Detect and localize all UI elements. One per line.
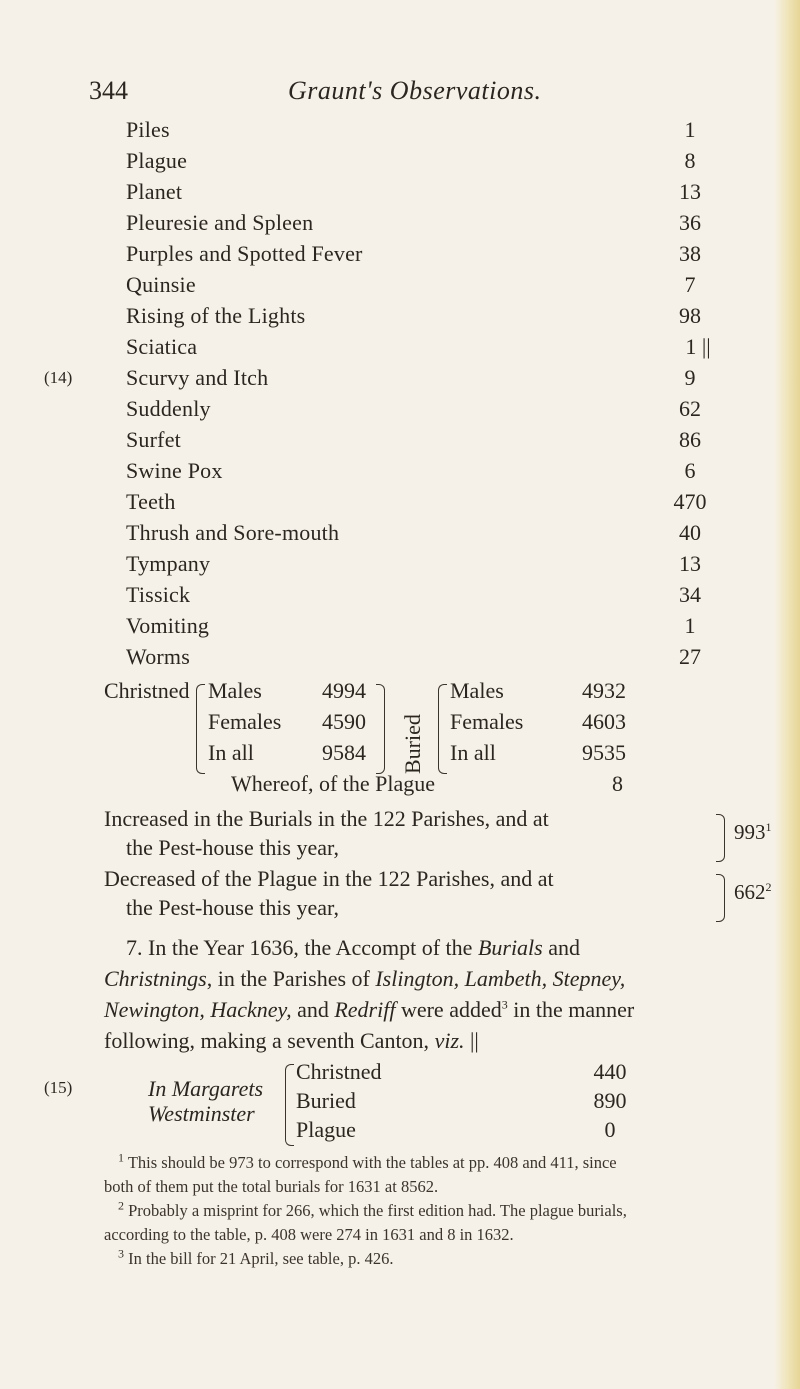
disease-value: 62 [679,396,701,421]
christned-label: In all [208,740,254,765]
canton-brace [285,1064,294,1146]
text-run: were added [395,997,502,1022]
disease-label: Teeth [126,489,176,514]
disease-value: 40 [679,520,701,545]
disease-value: 6 [684,458,696,483]
running-title: Graunt's Observations. [288,76,542,105]
paragraph-line [104,966,625,992]
decreased-brace [716,874,725,922]
disease-label: Vomiting [126,613,210,638]
disease-label: Suddenly [126,396,211,421]
christned-value: 9584 [322,740,366,765]
canton-label: Buried [296,1088,356,1113]
disease-value: 13 [679,179,701,204]
footnote-3 [118,1246,394,1269]
christned-heading: Christned [104,678,190,703]
increased-number: 993 [734,820,766,844]
canton-label: Christned [296,1059,382,1084]
disease-label: Surfet [126,427,181,452]
buried-brace [438,684,447,774]
canton-place: In Margarets [148,1076,264,1101]
buried-label: Males [450,678,504,703]
margin-note: (14) [44,368,73,387]
text-run: and [291,997,335,1022]
text-run: || [464,1028,479,1053]
disease-value: 13 [679,551,701,576]
footnote-2-cont: according to the table, p. 408 were 274 in 1631 and 8 in 1632. [104,1225,514,1244]
disease-value: 1 [684,117,696,142]
christned-value: 4590 [322,709,366,734]
text-run: Burials [477,935,543,960]
disease-label: Piles [126,117,170,142]
text-run: 7. In the Year 1636, the Accompt of the [126,935,478,960]
disease-value: 38 [679,241,701,266]
decreased-line-1: Decreased of the Plague in the 122 Parishes, and at [104,866,554,891]
paragraph-line [104,1028,479,1054]
disease-value: 8 [684,148,696,173]
christned-close-brace [376,684,385,774]
disease-value: 98 [679,303,701,328]
canton-value: 890 [593,1088,627,1113]
footnote-ref: 2 [765,880,772,894]
footnote-mark: 3 [118,1246,124,1261]
christned-label: Males [208,678,262,703]
disease-label: Rising of the Lights [126,303,306,328]
disease-value: 9 [684,365,696,390]
footnote-mark: 1 [118,1150,124,1165]
text-run: Newington, Hackney, [104,997,292,1022]
text-run: following, making a seventh Canton, [104,1028,435,1053]
disease-label: Pleuresie and Spleen [126,210,314,235]
page-number: 344 [89,76,128,105]
text-run: viz. [434,1028,465,1053]
text-run: Christnings [104,966,207,991]
footnote-ref: 1 [765,820,772,834]
decreased-number: 662 [734,880,766,904]
canton-value: 440 [593,1059,627,1084]
increased-line-1: Increased in the Burials in the 122 Parishes, and at [104,806,549,831]
footnote-1 [118,1150,617,1173]
disease-label: Quinsie [126,272,196,297]
disease-value: 7 [684,272,696,297]
footnote-2 [118,1198,627,1221]
text-run: Islington, Lambeth, Stepney, [375,966,626,991]
christned-brace [196,684,205,774]
text-run: in the manner [507,997,635,1022]
footnote-1-cont: both of them put the total burials for 1631 at 8562. [104,1177,439,1196]
footnote-ref: 3 [501,997,508,1012]
buried-label: In all [450,740,496,765]
paragraph-line [104,997,634,1023]
disease-label: Planet [126,179,183,204]
footnote-text: In the bill for 21 April, see table, p. 426. [128,1249,394,1268]
increased-value [734,820,772,845]
christned-label: Females [208,709,282,734]
increased-brace [716,814,725,862]
christned-value: 4994 [322,678,366,703]
paragraph-line [126,935,580,961]
disease-label: Plague [126,148,188,173]
plague-value: 8 [612,771,623,796]
canton-value: 0 [604,1117,616,1142]
disease-label: Tympany [126,551,211,576]
footnote-text: This should be 973 to correspond with the tables at pp. 408 and 411, since [127,1153,617,1172]
buried-label: Females [450,709,524,734]
text-run: and [542,935,580,960]
disease-label: Thrush and Sore-mouth [126,520,340,545]
canton-place: Westminster [148,1101,255,1126]
disease-value: 470 [673,489,707,514]
footnote-mark: 2 [118,1198,124,1213]
buried-value: 9535 [582,740,626,765]
decreased-line-2: the Pest-house this year, [126,895,339,920]
increased-line-2: the Pest-house this year, [126,835,339,860]
disease-label: Sciatica [126,334,198,359]
disease-label: Purples and Spotted Fever [126,241,363,266]
plague-line: Whereof, of the Plague [231,771,436,796]
disease-value: 36 [679,210,701,235]
disease-value: 1 [684,613,696,638]
disease-label: Swine Pox [126,458,223,483]
disease-value: 27 [679,644,701,669]
buried-heading: Buried [400,714,425,774]
margin-note: (15) [44,1078,73,1097]
buried-value: 4603 [582,709,626,734]
disease-label: Scurvy and Itch [126,365,269,390]
disease-value: 34 [679,582,701,607]
text-run: , in the Parishes of [206,966,376,991]
disease-value: 1 || [685,334,711,359]
disease-label: Tissick [126,582,191,607]
disease-value: 86 [679,427,701,452]
decreased-value [734,880,772,905]
canton-label: Plague [296,1117,356,1142]
footnote-text: Probably a misprint for 266, which the first edition had. The plague burials, [128,1201,627,1220]
text-run: Redriff [334,997,396,1022]
disease-label: Worms [126,644,191,669]
buried-value: 4932 [582,678,626,703]
page-edge [774,0,800,1389]
